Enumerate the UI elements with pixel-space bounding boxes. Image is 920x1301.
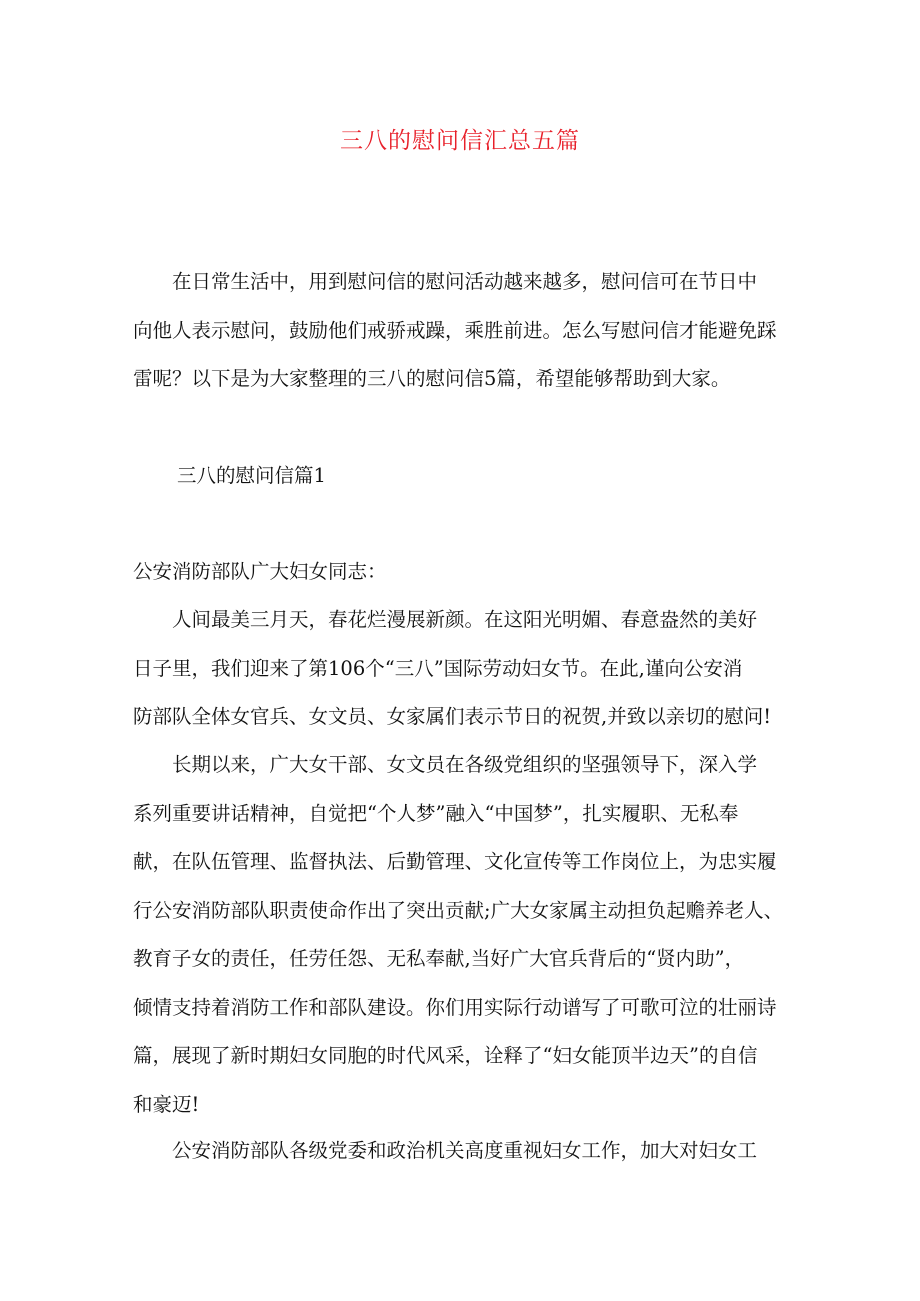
paragraph-line: 系列重要讲话精神，自觉把“个人梦”融入“中国梦”，扎实履职、无私奉 (133, 801, 739, 825)
paragraph-line: 人间最美三月天，春花烂漫展新颜。在这阳光明媚、春意盎然的美好 (172, 608, 758, 631)
paragraph-line: 防部队全体女官兵、女文员、女家属们表示节日的祝贺,并致以亲切的慰问! (133, 705, 772, 728)
salutation: 公安消防部队广大妇女同志： (133, 560, 387, 583)
paragraph-line: 教育子女的责任，任劳任怨、无私奉献,当好广大官兵背后的“贤内助”， (133, 947, 745, 970)
intro-line: 在日常生活中，用到慰问信的慰问活动越来越多，慰问信可在节日中 (172, 270, 758, 293)
document-title: 三八的慰问信汇总五篇 (340, 128, 580, 154)
body-paragraph-3 (133, 1127, 788, 1176)
paragraph-line: 篇，展现了新时期妇女同胞的时代风采，诠释了“妇女能顶半边天”的自信 (133, 1044, 758, 1067)
intro-line: 向他人表示慰问，鼓励他们戒骄戒躁，乘胜前进。怎么写慰问信才能避免踩 (133, 318, 777, 342)
paragraph-line: 和豪迈! (133, 1092, 200, 1116)
intro-paragraph (133, 258, 788, 404)
paragraph-line: 日子里，我们迎来了第106个“三八”国际劳动妇女节。在此,谨向公安消 (133, 656, 743, 680)
section-heading: 三八的慰问信篇1 (177, 464, 326, 487)
body-paragraph-1 (133, 596, 788, 742)
paragraph-line: 倾情支持着消防工作和部队建设。你们用实际行动谱写了可歌可泣的壮丽诗 (133, 995, 777, 1019)
paragraph-line: 行公安消防部队职责使命作出了突出贡献;广大女家属主动担负起赡养老人、 (133, 898, 784, 922)
paragraph-line: 献，在队伍管理、监督执法、后勤管理、文化宣传等工作岗位上，为忠实履 (133, 850, 777, 873)
paragraph-line: 长期以来，广大女干部、女文员在各级党组织的坚强领导下，深入学 (172, 753, 758, 776)
paragraph-line: 公安消防部队各级党委和政治机关高度重视妇女工作，加大对妇女工 (172, 1139, 758, 1162)
intro-line: 雷呢？以下是为大家整理的三八的慰问信5篇，希望能够帮助到大家。 (133, 367, 731, 390)
body-paragraph-2 (133, 741, 788, 1129)
